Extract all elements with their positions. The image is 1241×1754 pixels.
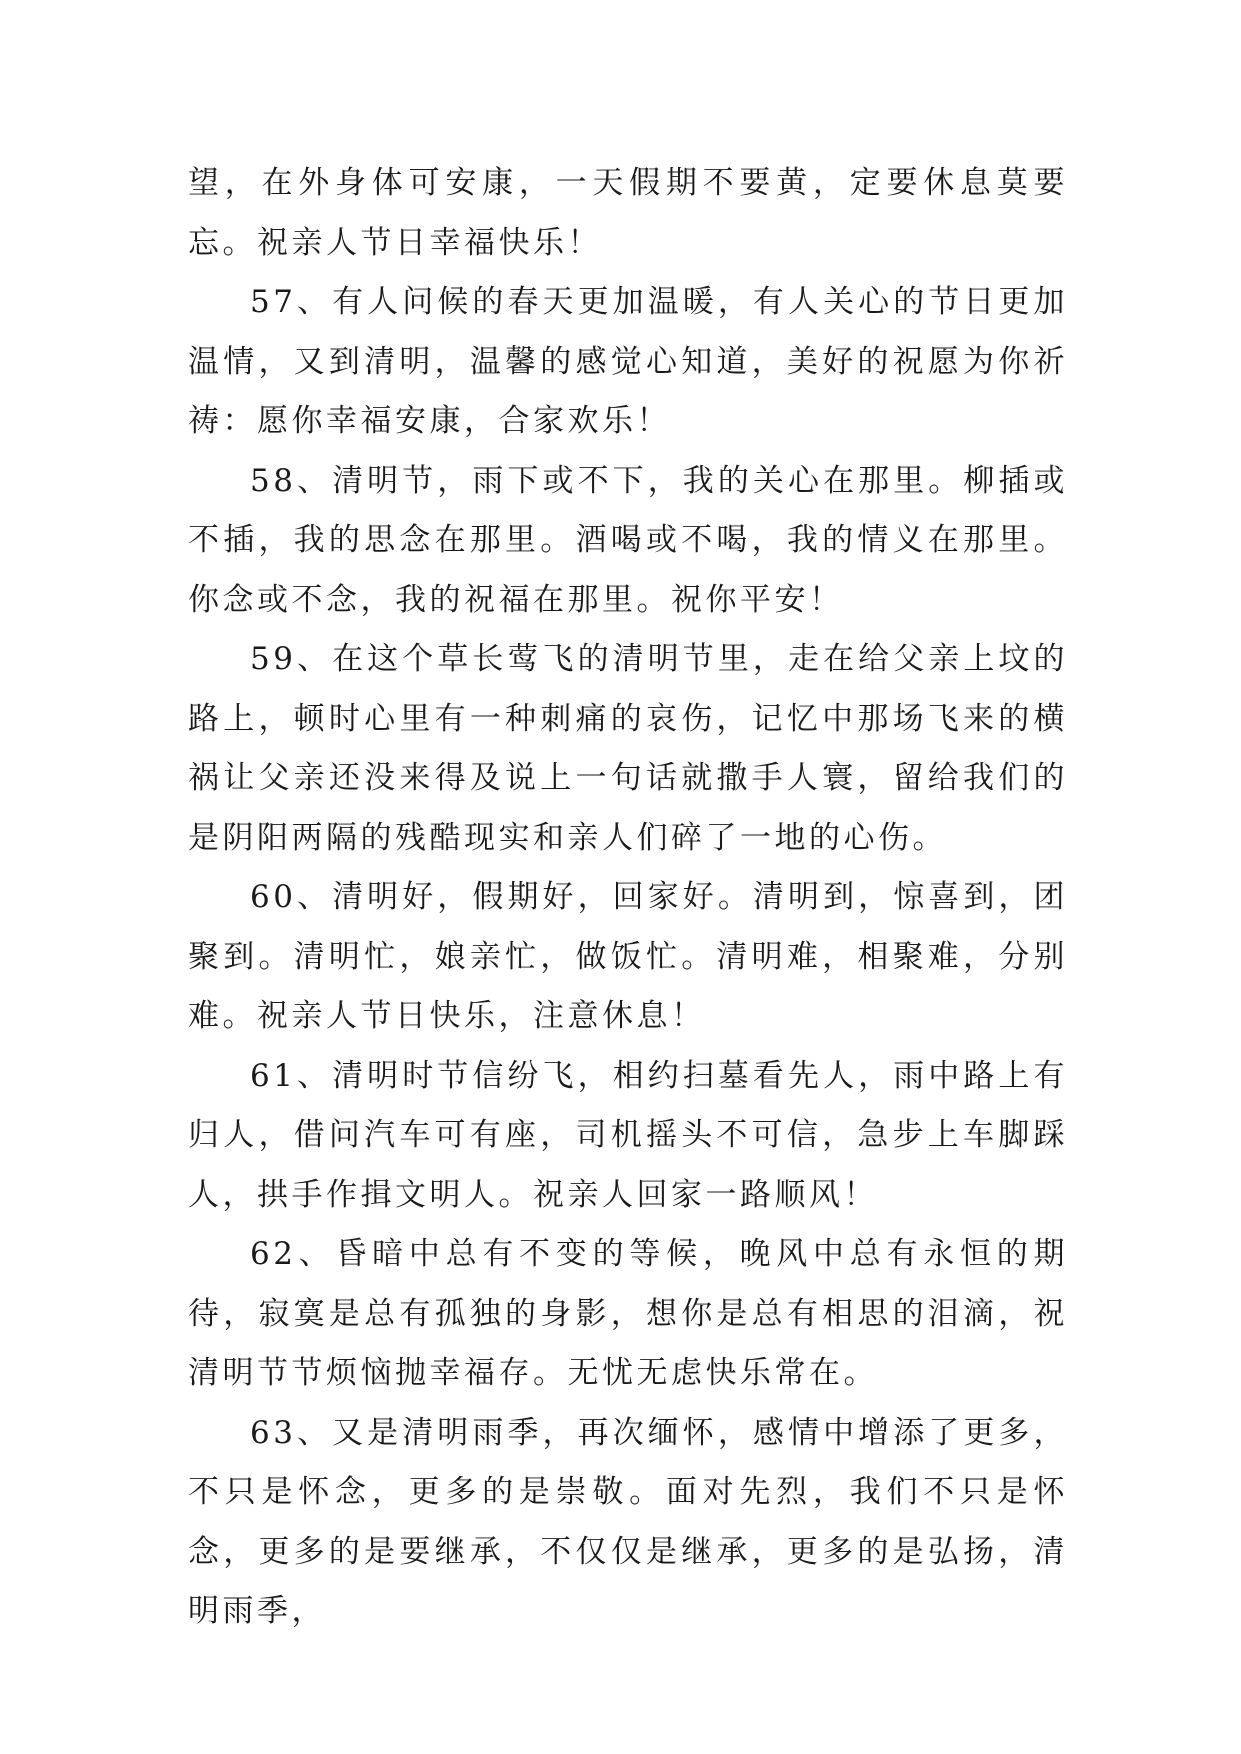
paragraph-59: 59、在这个草长莺飞的清明节里，走在给父亲上坟的路上，顿时心里有一种刺痛的哀伤，记忆中那场飞来的横祸让父亲还没来得及说上一句话就撒手人寰，留给我们的是阴阳两隔的残酷现实和亲人们碎了一地的心伤。: [188, 641, 1068, 856]
paragraph-62: 62、昏暗中总有不变的等候，晚风中总有永恒的期待，寂寞是总有孤独的身影，想你是总有相思的泪滴，祝清明节节烦恼抛幸福存。无忧无虑快乐常在。: [188, 1236, 1068, 1391]
paragraph-58: 58、清明节，雨下或不下，我的关心在那里。柳插或不插，我的思念在那里。酒喝或不喝，我的情义在那里。你念或不念，我的祝福在那里。祝你平安！: [188, 462, 1068, 618]
paragraph-60: 60、清明好，假期好，回家好。清明到，惊喜到，团聚到。清明忙，娘亲忙，做饭忙。清明难，相聚难，分别难。祝亲人节日快乐，注意休息！: [188, 879, 1068, 1034]
paragraph-63: 63、又是清明雨季，再次缅怀，感情中增添了更多，不只是怀念，更多的是崇敬。面对先烈，我们不只是怀念，更多的是要继承，不仅仅是继承，更多的是弘扬，清明雨季，: [188, 1414, 1068, 1629]
document-body: [188, 154, 1068, 1642]
paragraph-continuation: 望，在外身体可安康，一天假期不要黄，定要休息莫要忘。祝亲人节日幸福快乐！: [188, 165, 1068, 261]
paragraph-57: 57、有人问候的春天更加温暖，有人关心的节日更加温情，又到清明，温馨的感觉心知道，美好的祝愿为你祈祷：愿你幸福安康，合家欢乐！: [188, 284, 1068, 439]
paragraph-61: 61、清明时节信纷飞，相约扫墓看先人，雨中路上有归人，借问汽车可有座，司机摇头不可信，急步上车脚踩人，拱手作揖文明人。祝亲人回家一路顺风！: [188, 1057, 1068, 1213]
